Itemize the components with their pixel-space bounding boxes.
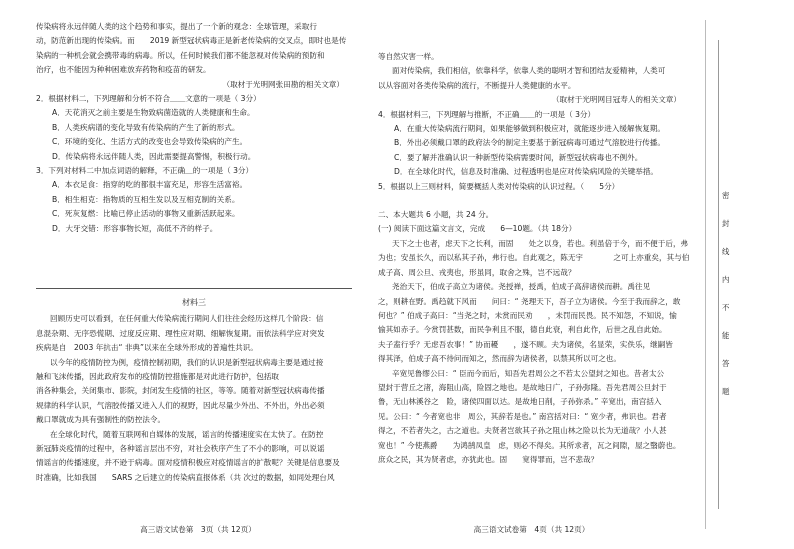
- right-page: [364, 0, 699, 549]
- paragraph-line: 以从容面对各类传染病的流行，不断提升人类健康的水平。: [378, 80, 576, 90]
- classical-line: 夫子盍行乎？无虑吾农事！” 协而耰 ，遂不顾。夫为诸侯，名显荣，实佚乐，继嗣皆: [378, 339, 673, 349]
- classical-line: 成子高、周公旦、戎夷也，形虽同，取舍之殊，岂不远哉？: [378, 267, 576, 277]
- paragraph-line: 戴口罩就成为具有强制性的防控法令。: [36, 415, 166, 425]
- classical-line: 为也；安虽长久，而以私其子孙，弗行也。自此观之，陈无宇 之可上亦重矣，其与伯: [378, 253, 689, 263]
- seal-line: [718, 40, 719, 509]
- classical-line: 望封于营丘之渚，海阻山高，险固之地也。是故地日广，子孙弥隆。吾先君周公旦封于: [378, 382, 667, 392]
- classical-line: 庶众之民，其为贤者虑，亦犹此也。固 宽得罪而，岂不悲哉？: [378, 454, 599, 464]
- question-5: 5．根据以上三则材料，简要概括人类对传染病的认识过程。（ 5分）: [378, 181, 620, 191]
- q4-option-b: B．外出必须戴口罩的政府法令的制定主要基于新冠病毒可通过气溶胶进行传播。: [394, 138, 665, 148]
- material-3-title: 材料三: [182, 298, 206, 307]
- paragraph-line: 规律的科学认识，气溶胶传播又进入人们的视野，因此尽量少外出、不外出，外出必须: [36, 400, 325, 410]
- classical-line: 鲁，无山林溪谷之 险，诸侯四面以达。是故地日削，子孙弥杀。” 辛宽出，南宫括入: [378, 397, 662, 407]
- classical-line: 辛宽见鲁缪公曰：“ 臣而今而后，知吾先君周公之不若太公望封之知也。昔者太公: [392, 368, 665, 378]
- q2-option-b: B．人类疾病谱的变化导致有传染病的产生了新的形式。: [52, 122, 240, 132]
- classical-line: 愉其如赤子。今赏罚甚数，而民争利且不服，德自此衰，利自此作，后世之乱自此始。: [378, 325, 667, 335]
- section-divider: [36, 288, 352, 289]
- section-2-heading: 二、本大题共 6 小题，共 24 分。: [378, 210, 494, 220]
- q3-option-a: A．本衣足食：指穿的吃的都很丰富充足，形容生活富裕。: [52, 180, 248, 190]
- classical-line: 宽也！” 今使燕爵 为鸿鹄凤皇 虑，则必不得矣。其所求者，瓦之间隙，屋之翳蔚也。: [378, 440, 681, 450]
- right-column: [378, 50, 689, 467]
- classical-line: 见。公曰：“ 今者宽也非 周公，其辞若是也。” 南宫括对曰：“ 宽少者，弗识也。君者: [378, 411, 667, 421]
- paragraph-line: 新冠肺炎疫情的过程中，各种谣言层出不穷，对社会秩序产生了不小的影响，可以说谣: [36, 444, 325, 454]
- classical-line: 何也？” 伯成子高曰：“当尧之时，未赏而民劝 ，未罚而民畏。民不知怨，不知说，愉: [378, 310, 677, 320]
- q3-option-d: D．大牙交错：形容事物长短，高低不齐的样子。: [52, 223, 218, 233]
- paragraph-line: 以今年的疫情防控为例，疫情控制初期，我们的认识是新型冠状病毒主要是通过接: [50, 357, 324, 367]
- q4-option-a: A．在重大传染病流行期间，如果能够做到积极应对，就能逐步进入缓解恢复期。: [394, 124, 665, 134]
- paragraph-line: 染病的一种机会就会携带毒的病毒。所以，任何时候我们都不能忽视对传染病的预防和: [36, 50, 325, 60]
- seal-char: 线: [722, 247, 730, 256]
- blank-line: [378, 194, 689, 208]
- seal-char: 能: [722, 331, 730, 340]
- classical-line: 得其泽，伯成子高不待问而知之，然而辞为诸侯者，以禁其所以可之也。: [378, 354, 621, 364]
- sub-section-1-heading: (一) 阅读下面这篇文言文，完成 6—10题。（共 18分）: [378, 224, 577, 234]
- page-footer: 高三语文试卷第 4页（共 12页）: [473, 525, 590, 534]
- seal-char: 封: [722, 219, 730, 228]
- paragraph-line: 时准确，比如我国 SARS 之后建立的传染病直报体系（共 次过的数据，如同处理台风: [36, 472, 335, 482]
- paragraph-line: 息混杂期、无序恐慌期、过度反应期、理性应对期、细解恢复期。而依法科学应对突发: [36, 328, 325, 338]
- paragraph-line: 在全球化时代，随着互联网和自媒体的发展，谣言的传播速度实在太快了。在防控: [50, 429, 324, 439]
- source-note: （取材于光明网张田勘的相关文章）: [222, 79, 344, 89]
- paragraph-line: 疾病是自 2003 年抗击“ 非典”以来在全球外形成的普遍性共识。: [36, 343, 258, 353]
- paragraph-line: 面对传染病，我们相信，依靠科学，依靠人类的聪明才智和团结友爱精神，人类可: [392, 66, 666, 76]
- left-page: [0, 0, 360, 549]
- classical-line: 之，则耕在野。禹趋就下风而 问曰：“ 尧理天下，吾子立为诸侯。今至于我而辞之，敢: [378, 296, 681, 306]
- q4-option-c: C．要了解并准确认识一种新型传染病需要时间，新型冠状病毒也不例外。: [394, 152, 643, 162]
- paragraph-line: 回顾历史可以看到，在任何重大传染病流行期间人们往往会经历这样几个阶段：信: [50, 314, 324, 324]
- seal-char: 题: [722, 387, 730, 396]
- question-2: 2．根据材料二，下列理解和分析不符合＿＿文意的一项是（ 3分）: [36, 94, 261, 104]
- paragraph-line: 治疗，也不能因为种种困难放弃药物和疫苗的研发。: [36, 65, 211, 75]
- paragraph-line: 动，防范新出现的传染病。而 2019 新型冠状病毒正是新老传染病的交叉点，即时也是传: [36, 36, 347, 46]
- paragraph-line: 等自然灾害一样。: [378, 52, 439, 61]
- q3-option-c: C．死灰复燃：比喻已停止活动的事物又重新活跃起来。: [52, 209, 240, 219]
- classical-line: 得之，不若者失之，古之道也。夫贤者岂欲其子孙之阻山林之险以长为无道哉？小人甚: [378, 426, 667, 436]
- material-3: [36, 292, 352, 485]
- q2-option-c: C．环境的变化、生活方式的改变也会导致传染病的产生。: [52, 137, 248, 147]
- q3-option-b: B．相生相克：指物质的互相生发以及互相克制的关系。: [52, 194, 240, 204]
- question-4: 4．根据材料三，下列理解与推断，不正确＿＿的一项是（ 3分）: [378, 109, 596, 119]
- seal-char: 答: [722, 359, 730, 368]
- q4-option-d: D．在全球化时代，信息及时准确、过程透明也是应对传染病风险的关键举措。: [394, 167, 659, 177]
- seal-char: 内: [722, 275, 730, 284]
- question-3: 3．下列对材料二中加点词语的解释，不正确＿的一项是（ 3分）: [36, 166, 254, 176]
- seal-char: 不: [722, 303, 730, 312]
- paragraph-line: 情谣言的传播速度，并不逊于病毒。面对疫情积极应对疫情谣言的扩散呢？关键是信息要及: [36, 458, 340, 468]
- paragraph-line: 触和飞沫传播，因此政府发布的疫情防控措施都是对此进行防护，包括取: [36, 372, 279, 382]
- q2-option-d: D．传染病将永远伴随人类，因此需要提高警惕，积极行动。: [52, 151, 256, 161]
- classical-line: 天下之士也者，虑天下之长利，而固 处之以身，若也。利虽倍于今，而不便于后，弗: [392, 238, 689, 248]
- paragraph-line: 传染病将永远伴随人类的这个趋势和事实，提出了一个新的观念：全球管理，采取行: [36, 22, 317, 31]
- left-column: [36, 20, 352, 236]
- page-footer: 高三语文试卷第 3页（共 12页）: [140, 525, 256, 534]
- seal-char: 密: [722, 191, 730, 200]
- classical-line: 尧治天下，伯成子高立为诸侯。尧授禅，授禹，伯成子高辞诸侯而耕。禹往见: [392, 282, 651, 292]
- paragraph-line: 消各种集会，关闭集市、影院，封闭发生疫情的社区，等等。随着对新型冠状病毒传播: [36, 386, 325, 396]
- page-fold-line: [705, 20, 706, 529]
- source-note: （取材于光明网目冠寿人的相关文章）: [551, 95, 681, 105]
- q2-option-a: A．天花消灭之前主要是生物致病菌造就的人类健康和生命。: [52, 108, 255, 118]
